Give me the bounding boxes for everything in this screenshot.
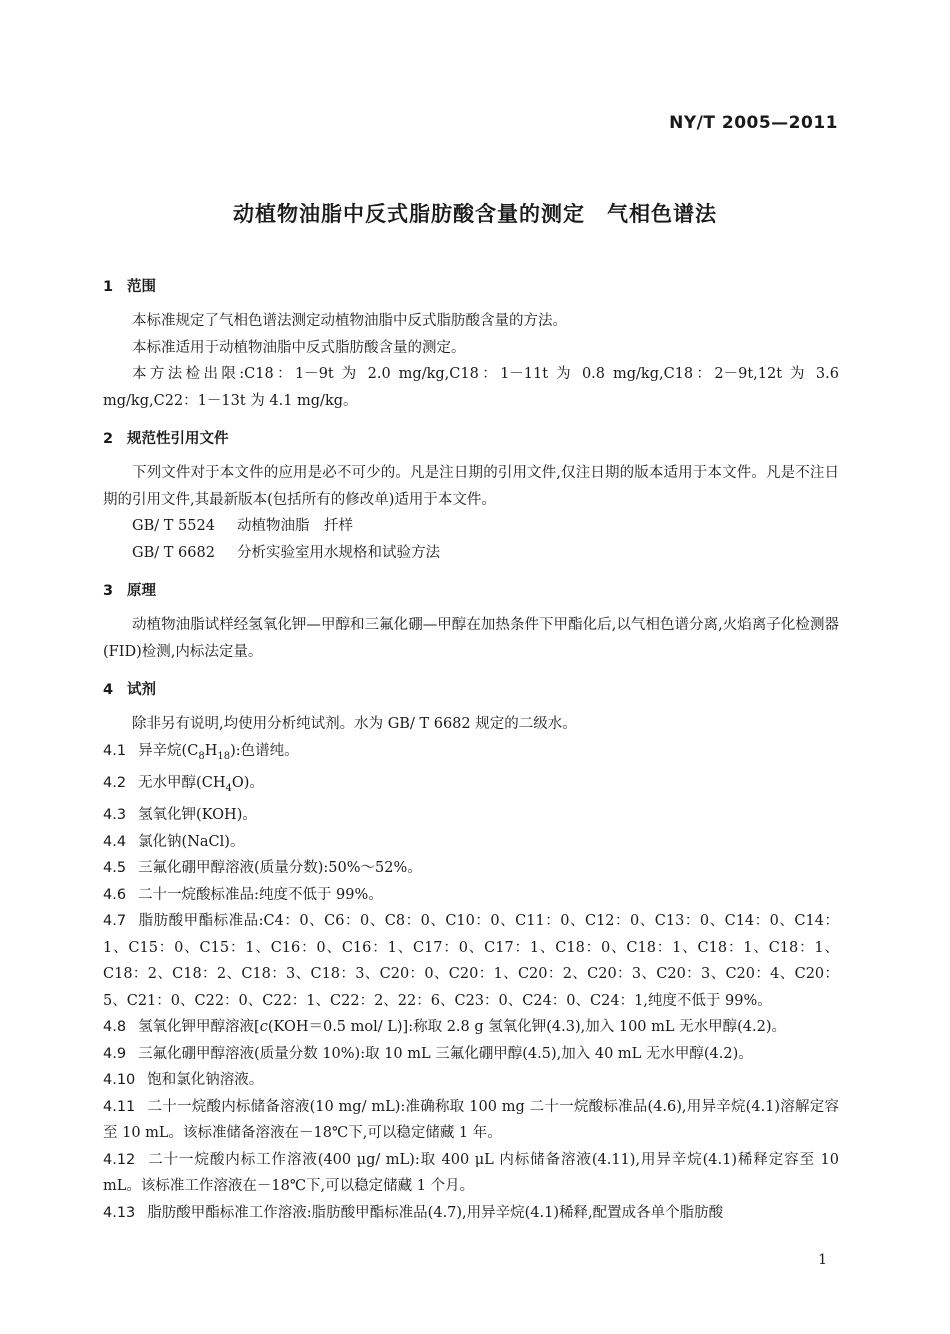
list-item	[103, 1014, 839, 1041]
item-text: O)。	[231, 774, 264, 791]
paragraph: 除非另有说明,均使用分析纯试剂。水为 GB/ T 6682 规定的二级水。	[132, 716, 577, 732]
item-text: ):色谱纯。	[230, 742, 299, 759]
list-item	[103, 1067, 839, 1094]
item-subscript: 18	[217, 750, 231, 762]
section-2-heading	[103, 428, 839, 450]
list-item	[103, 1200, 839, 1227]
section-title: 试剂	[127, 682, 156, 698]
section-3-heading	[103, 580, 839, 602]
section-title: 范围	[127, 279, 156, 295]
item-number: 4.5	[103, 860, 127, 877]
list-item	[103, 770, 839, 802]
item-text: 氯化钠(NaCl)。	[138, 833, 245, 850]
list-item	[103, 908, 839, 1014]
list-item	[103, 1094, 839, 1147]
list-item	[103, 882, 839, 909]
section-4-heading	[103, 679, 839, 701]
item-text: 二十一烷酸标准品:纯度不低于 99%。	[138, 886, 383, 903]
section-1-heading	[103, 276, 839, 298]
item-number: 4.6	[103, 886, 127, 903]
item-text: 二十一烷酸内标工作溶液(400 μg/ mL):取 400 μL 内标储备溶液(4.11),用异辛烷(4.1)稀释定容至 10 mL。该标准工作溶液在－18℃下,可以稳定储藏 1 个月。	[103, 1151, 839, 1195]
item-number: 4.4	[103, 833, 127, 850]
section-number: 4	[103, 682, 114, 698]
item-number: 4.12	[103, 1151, 136, 1168]
list-item	[103, 1147, 839, 1200]
item-text: 氢氧化钾(KOH)。	[138, 807, 257, 824]
item-text: 饱和氯化钠溶液。	[147, 1072, 264, 1089]
reference-title: 动植物油脂 扦样	[237, 518, 353, 534]
item-text: 无水甲醇(CH	[138, 774, 226, 791]
paragraph: 动植物油脂试样经氢氧化钾—甲醇和三氟化硼—甲醇在加热条件下甲酯化后,以气相色谱分离,火焰离子化检测器(FID)检测,内标法定量。	[103, 617, 839, 660]
section-number: 2	[103, 431, 114, 447]
standard-code: NY/T 2005—2011	[669, 113, 838, 133]
item-number: 4.8	[103, 1019, 127, 1036]
item-text: (KOH＝0.5 mol/ L)]:称取 2.8 g 氢氧化钾(4.3),加入 100 mL 无水甲醇(4.2)。	[267, 1019, 786, 1036]
item-italic: c	[259, 1019, 268, 1036]
list-item	[103, 1041, 839, 1068]
item-text: 三氟化硼甲醇溶液(质量分数 10%):取 10 mL 三氟化硼甲醇(4.5),加入 40 mL 无水甲醇(4.2)。	[138, 1045, 753, 1062]
item-number: 4.2	[103, 774, 127, 791]
reference-item	[103, 513, 839, 540]
item-number: 4.1	[103, 742, 127, 759]
item-number: 4.11	[103, 1098, 136, 1115]
paragraph: 本标准规定了气相色谱法测定动植物油脂中反式脂肪酸含量的方法。	[132, 313, 567, 329]
section-number: 1	[103, 279, 114, 295]
item-number: 4.9	[103, 1045, 127, 1062]
item-text: 脂肪酸甲酯标准工作溶液:脂肪酸甲酯标准品(4.7),用异辛烷(4.1)稀释,配置成各单个脂肪酸	[147, 1204, 724, 1221]
reference-code: GB/ T 5524	[132, 518, 215, 534]
page-number: 1	[818, 1252, 827, 1268]
paragraph: 本方法检出限:C18：1－9t 为 2.0 mg/kg,C18：1－11t 为 0.8 mg/kg,C18：2－9t,12t 为 3.6 mg/kg,C22：1－13t 为 4.1 mg/kg。	[103, 366, 839, 409]
item-number: 4.7	[103, 913, 127, 930]
item-text: 脂肪酸甲酯标准品:C4：0、C6：0、C8：0、C10：0、C11：0、C12：0、C13：0、C14：0、C14：1、C15：0、C15：1、C16：0、C16：1、C17：0、C17：1、C18：0、C18：1、C18：1、C18：1、C18：2、C18：2、C18：3、C18：3、C20：0、C20：1、C20：2、C20：3、C20：3、C20：4、C20：5、C21：0、C22：0、C22：1、C22：2、22：6、C23：0、C24：0、C24：1,纯度不低于 99%。	[103, 913, 839, 1009]
list-item	[103, 802, 839, 829]
item-subscript: 8	[198, 750, 205, 762]
item-number: 4.13	[103, 1204, 136, 1221]
item-number: 4.3	[103, 807, 127, 824]
item-number: 4.10	[103, 1072, 136, 1089]
section-number: 3	[103, 583, 114, 599]
section-title: 规范性引用文件	[127, 431, 229, 447]
document-body	[103, 276, 839, 1226]
document-title: 动植物油脂中反式脂肪酸含量的测定 气相色谱法	[233, 202, 717, 226]
paragraph: 本标准适用于动植物油脂中反式脂肪酸含量的测定。	[132, 339, 466, 356]
paragraph: 下列文件对于本文件的应用是必不可少的。凡是注日期的引用文件,仅注日期的版本适用于本文件。凡是不注日期的引用文件,其最新版本(包括所有的修改单)适用于本文件。	[103, 465, 839, 508]
list-item	[103, 829, 839, 856]
item-subscript: 4	[225, 782, 232, 794]
item-text: 氢氧化钾甲醇溶液[	[138, 1019, 260, 1036]
item-text: 三氟化硼甲醇溶液(质量分数):50%～52%。	[138, 860, 422, 877]
item-text: 异辛烷(C	[138, 742, 199, 759]
section-title: 原理	[127, 583, 156, 599]
reference-code: GB/ T 6682	[132, 544, 215, 561]
item-text: 二十一烷酸内标储备溶液(10 mg/ mL):准确称取 100 mg 二十一烷酸标准品(4.6),用异辛烷(4.1)溶解定容至 10 mL。该标准储备溶液在－18℃下,可以稳定储藏 1 年。	[103, 1098, 839, 1142]
list-item	[103, 738, 839, 770]
reference-item	[103, 540, 839, 567]
item-text: H	[204, 742, 218, 759]
reference-title: 分析实验室用水规格和试验方法	[237, 544, 440, 561]
list-item	[103, 855, 839, 882]
